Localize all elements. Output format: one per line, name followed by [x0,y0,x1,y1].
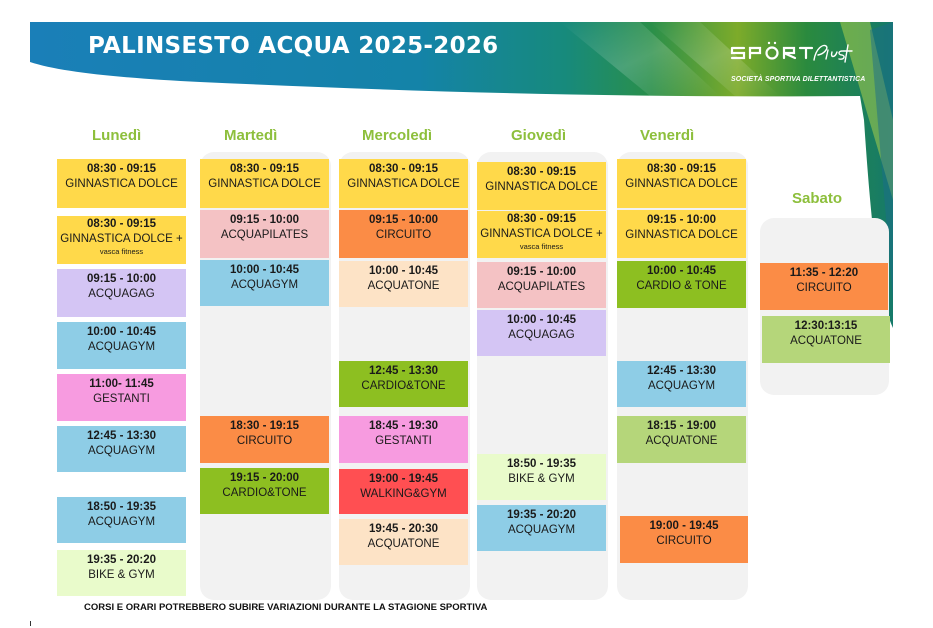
class-name: ACQUATONE [645,435,718,447]
class-time: 08:30 - 09:15 [229,163,300,175]
class-name: GESTANTI [93,393,150,405]
class-time: 09:15 - 10:00 [368,214,439,226]
class-name: CARDIO&TONE [361,380,446,392]
class-time: 10:00 - 10:45 [368,265,439,277]
class-name: CARDIO & TONE [636,280,727,292]
class-time: 11:00- 11:45 [89,378,154,390]
class-card [617,416,746,463]
class-time: 08:30 - 09:15 [506,166,577,178]
class-name: ACQUAGYM [87,341,156,353]
class-name: BIKE & GYM [88,569,155,581]
class-time: 19:35 - 20:20 [506,509,577,521]
class-card [617,361,746,407]
corner-mark [30,621,31,626]
day-title-1: Martedì [224,127,278,144]
class-card [57,216,186,264]
class-time: 19:00 - 19:45 [368,473,439,485]
class-card [200,468,329,514]
class-card [477,262,606,308]
class-time: 12:45 - 13:30 [646,365,717,377]
class-card [762,316,890,363]
class-name: CIRCUITO [796,282,852,294]
class-card [339,261,468,307]
class-name: ACQUATONE [367,280,440,292]
class-time: 09:15 - 10:00 [229,214,300,226]
class-time: 18:50 - 19:35 [86,501,157,513]
logo-tagline: SOCIETÀ SPORTIVA DILETTANTISTICA [731,76,866,83]
class-time: 10:00 - 10:45 [229,264,300,276]
class-time: 12:45 - 13:30 [86,430,157,442]
class-card [200,210,329,258]
class-name: ACQUAGAG [508,329,575,341]
class-time: 08:30 - 09:15 [86,163,157,175]
class-card [200,416,329,463]
class-name: CIRCUITO [236,435,293,447]
class-card [57,269,186,317]
class-card [477,211,606,258]
class-time: 10:00 - 10:45 [506,314,577,326]
class-name: GINNASTICA DOLCE + [480,228,603,240]
logo-wordmark [732,48,812,59]
class-name: GINNASTICA DOLCE [625,178,738,190]
class-time: 08:30 - 09:15 [86,218,157,230]
class-card [57,426,186,472]
class-card [760,263,888,310]
class-name: ACQUAGYM [230,279,299,291]
day-title-0: Lunedì [92,127,142,144]
class-time: 10:00 - 10:45 [646,265,717,277]
class-time: 08:30 - 09:15 [506,213,577,225]
class-card [57,497,186,543]
class-name: ACQUAGYM [647,380,716,392]
class-time: 19:45 - 20:30 [368,523,439,535]
class-name: GINNASTICA DOLCE [347,178,460,190]
class-name: CIRCUITO [656,535,712,547]
class-card [57,159,186,208]
class-time: 08:30 - 09:15 [646,163,717,175]
class-time: 18:45 - 19:30 [368,420,439,432]
class-name: ACQUAGYM [507,524,576,536]
class-name: BIKE & GYM [508,473,575,485]
class-name: WALKING&GYM [360,488,447,500]
class-time: 12:45 - 13:30 [368,365,439,377]
class-name: ACQUAGAG [88,288,155,300]
day-title-2: Mercoledì [362,127,433,144]
class-name: ACQUAPILATES [220,229,309,241]
class-name: ACQUAGYM [87,445,156,457]
class-card [200,260,329,306]
class-card [57,322,186,369]
class-name: GINNASTICA DOLCE [625,229,738,241]
class-name: GESTANTI [375,435,432,447]
class-card [57,550,186,596]
class-time: 10:00 - 10:45 [86,326,157,338]
class-card [57,374,186,421]
class-name: GINNASTICA DOLCE [65,178,178,190]
class-name: ACQUATONE [367,538,440,550]
class-time: 18:15 - 19:00 [646,420,717,432]
class-time: 09:15 - 10:00 [86,273,157,285]
class-card [339,159,468,208]
class-time: 12:30:13:15 [794,320,858,332]
class-name: GINNASTICA DOLCE [208,178,321,190]
class-name: ACQUATONE [790,335,862,347]
class-name: GINNASTICA DOLCE + [60,233,183,245]
class-time: 11:35 - 12:20 [789,267,859,279]
class-card [617,210,746,258]
class-card [620,516,748,563]
class-name: ACQUAPILATES [497,281,586,293]
class-card [339,519,468,565]
class-name: GINNASTICA DOLCE [485,181,598,193]
class-time: 09:15 - 10:00 [506,266,577,278]
class-time: 19:35 - 20:20 [86,554,157,566]
class-card [339,210,468,258]
class-note: vasca fitness [519,242,564,251]
class-card [477,310,606,356]
class-card [617,261,746,308]
class-name: ACQUAGYM [87,516,156,528]
day-title-4: Venerdì [640,127,695,144]
class-card [617,159,746,208]
page-title: PALINSESTO ACQUA 2025-2026 [88,33,499,59]
class-time: 19:15 - 20:00 [229,472,300,484]
class-time: 18:30 - 19:15 [229,420,300,432]
class-card [339,469,468,514]
day-title-5: Sabato [792,190,843,207]
class-name: CARDIO&TONE [222,487,307,499]
class-time: 19:00 - 19:45 [649,520,719,532]
class-card [339,361,468,407]
class-card [477,505,606,551]
day-title-3: Giovedì [511,127,567,144]
class-time: 08:30 - 09:15 [368,163,439,175]
class-time: 09:15 - 10:00 [646,214,717,226]
class-name: CIRCUITO [375,229,432,241]
class-card [339,416,468,463]
class-card [477,162,606,210]
class-time: 18:50 - 19:35 [506,458,577,470]
class-note: vasca fitness [99,247,144,256]
footer-note: CORSI E ORARI POTREBBERO SUBIRE VARIAZIONI DURANTE LA STAGIONE SPORTIVA [84,602,488,613]
class-card [200,159,329,208]
class-card [477,454,606,500]
